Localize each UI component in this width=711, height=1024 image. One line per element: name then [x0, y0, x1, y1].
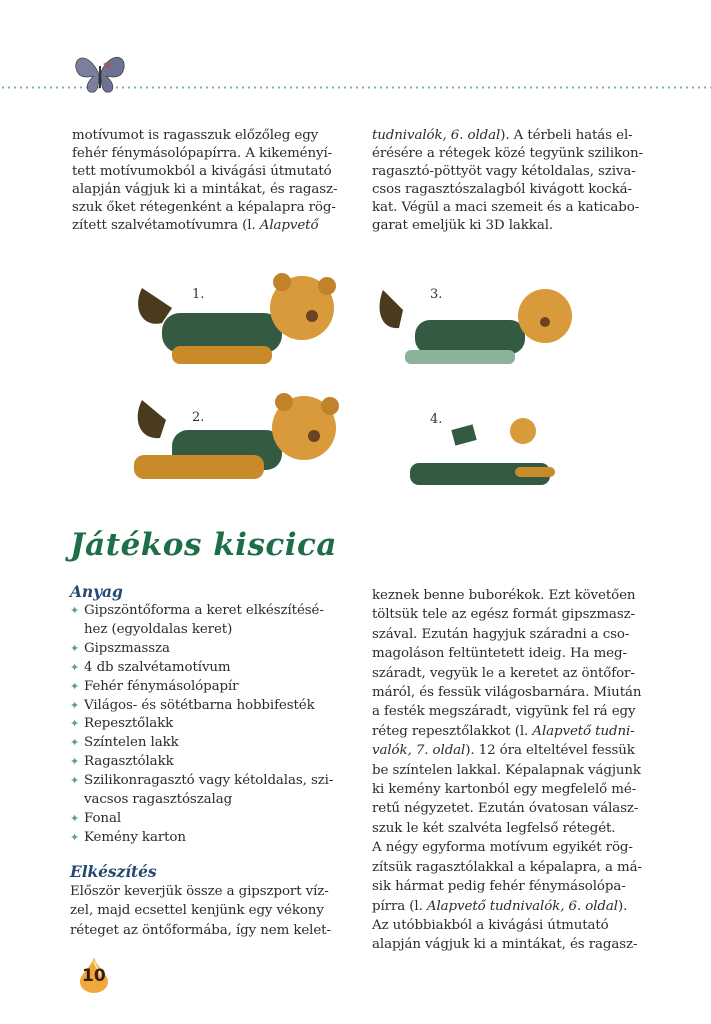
material-item	[70, 829, 333, 848]
text-line: szuk őket rétegenként a képalapra rög-	[72, 200, 336, 215]
bullet-icon: ✦	[70, 660, 80, 674]
material-text: 4 db szalvétamotívum	[84, 659, 231, 675]
materials-section	[70, 582, 333, 940]
text-line: töltsük tele az egész formát gipszmasz-	[372, 607, 635, 623]
material-text: Kemény karton	[84, 829, 186, 845]
text: ). A térbeli hatás el-	[500, 128, 633, 143]
text-line: száradt, vegyük le a keretet az öntőfor-	[372, 665, 635, 681]
text-line: zel, majd ecsettel kenjünk egy vékony	[70, 903, 324, 919]
text-line: máról, és fessük világosbarnára. Miután	[372, 685, 642, 701]
text-line	[72, 217, 337, 235]
material-text: Szilikonragasztó vagy kétoldalas, szi-	[84, 773, 334, 789]
step-2-teddy-figure	[132, 390, 347, 492]
reference-italic: valók, 7. oldal	[372, 743, 466, 759]
text-line	[372, 741, 642, 760]
reference-italic: Alapvető tudnivalók, 6. oldal	[426, 898, 618, 914]
material-text: Gipszöntőforma a keret elkészítésé-	[84, 603, 324, 618]
material-item	[70, 659, 333, 678]
material-text: Világos- és sötétbarna hobbifesték	[84, 697, 315, 713]
material-item	[70, 640, 333, 659]
text-line: ki kemény kartonból egy megfelelő mé-	[372, 782, 637, 798]
text-line	[372, 722, 642, 741]
text-line: a festék megszáradt, vigyünk fel rá egy	[372, 704, 636, 720]
step-label: 4.	[430, 412, 443, 427]
material-text: Repesztőlakk	[84, 716, 174, 732]
top-left-column	[72, 127, 337, 235]
material-item	[70, 621, 333, 640]
bullet-icon: ✦	[70, 679, 80, 693]
text-line: Először keverjük össze a gipszport víz-	[70, 883, 329, 899]
material-item	[70, 772, 333, 791]
material-item	[70, 697, 333, 716]
step-label: 2.	[192, 410, 205, 425]
reference-italic: Alapvető	[259, 218, 319, 233]
text-line: tett motívumokból a kivágási útmutató	[72, 164, 332, 179]
bullet-icon: ✦	[70, 717, 80, 731]
material-item	[70, 602, 333, 621]
materials-list	[70, 602, 333, 848]
reference-italic: Alapvető tudni-	[532, 723, 635, 739]
text-line: réteget az öntőformába, így nem kelet-	[70, 922, 331, 938]
material-item	[70, 734, 333, 753]
material-item	[70, 715, 333, 734]
text-line: csos ragasztószalagból kivágott kocká-	[372, 182, 632, 197]
material-text: Fehér fénymásolópapír	[84, 678, 239, 694]
butterfly-icon	[70, 50, 130, 95]
step-label: 1.	[192, 287, 205, 302]
step-label: 3.	[430, 287, 443, 302]
material-text: Színtelen lakk	[84, 735, 179, 751]
text-line: magoláson feltüntetett ideig. Ha meg-	[372, 646, 627, 662]
material-text: hez (egyoldalas keret)	[84, 621, 233, 637]
reference-italic: tudnivalók, 6. oldal	[372, 128, 501, 143]
text-line: garat emeljük ki 3D lakkal.	[372, 218, 554, 233]
text: réteg repesztőlakkot (l.	[372, 723, 533, 739]
material-item	[70, 791, 333, 810]
instructions-right-column	[372, 586, 642, 955]
bullet-icon: ✦	[70, 811, 80, 825]
top-right-column	[372, 127, 643, 235]
text: ). 12 óra elteltével fessük	[465, 743, 635, 759]
text-line: alapján vágjuk ki a mintákat, és ragasz-	[372, 937, 638, 953]
text-line: érésére a rétegek közé tegyünk szilikon-	[372, 146, 643, 161]
material-item	[70, 753, 333, 772]
step-3-teddy-figure	[375, 280, 580, 368]
materials-heading: Anyag	[70, 582, 123, 601]
text: ).	[617, 898, 628, 914]
text-line: retű négyzetet. Ezután óvatosan válasz-	[372, 801, 639, 817]
text-line: kat. Végül a maci szemeit és a katicabo-	[372, 200, 640, 215]
bullet-icon: ✦	[70, 736, 80, 750]
bullet-icon: ✦	[70, 774, 80, 788]
material-text: Fonal	[84, 810, 122, 826]
text-line: szával. Ezután hagyjuk száradni a cso-	[372, 626, 630, 642]
text-line: be színtelen lakkal. Képalapnak vágjunk	[372, 762, 641, 778]
text-line: A négy egyforma motívum egyikét rög-	[372, 840, 633, 856]
bullet-icon: ✦	[70, 698, 80, 712]
text-line: szuk le két szalvéta legfelső rétegét.	[372, 820, 616, 836]
material-text: Ragasztólakk	[84, 754, 174, 770]
bullet-icon: ✦	[70, 755, 80, 769]
text: zített szalvétamotívumra (l.	[72, 218, 260, 233]
material-item	[70, 678, 333, 697]
material-text: vacsos ragasztószalag	[84, 792, 233, 808]
text-line	[372, 127, 643, 145]
text-line: zítsük ragasztólakkal a képalapra, a má-	[372, 859, 642, 875]
section-title: Játékos kiscica	[70, 527, 338, 563]
text-line: Az utóbbiakból a kivágási útmutató	[372, 917, 609, 933]
text-line: fehér fénymásolópapírra. A kikeményí-	[72, 146, 333, 161]
text: pírra (l.	[372, 898, 427, 914]
text-line: alapján vágjuk ki a mintákat, és ragasz-	[72, 182, 338, 197]
text-line: sik hármat pedig fehér fénymásolópa-	[372, 879, 626, 895]
bullet-icon: ✦	[70, 604, 80, 617]
bullet-icon: ✦	[70, 641, 80, 655]
text-line: keznek benne buborékok. Ezt követően	[372, 588, 636, 603]
material-text: Gipszmassza	[84, 640, 170, 656]
instructions-heading: Elkészítés	[70, 861, 157, 881]
page-number: 10	[82, 966, 106, 986]
text-line: motívumot is ragasszuk előzőleg egy	[72, 128, 319, 143]
step-1-teddy-figure	[132, 268, 347, 373]
text-line	[372, 897, 642, 916]
bullet-icon: ✦	[70, 830, 80, 844]
text-line: ragasztó-pöttyöt vagy kétoldalas, sziva-	[372, 164, 636, 179]
material-item	[70, 810, 333, 829]
